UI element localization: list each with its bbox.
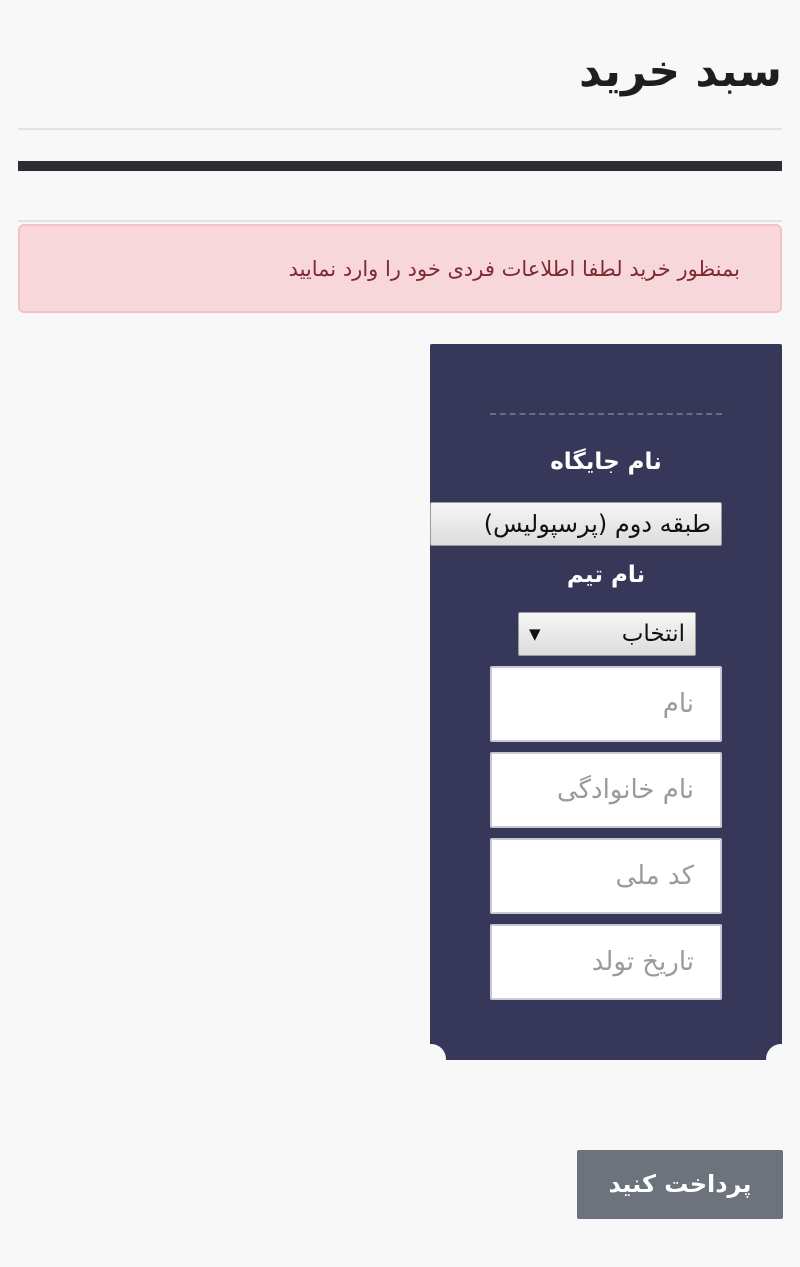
last-name-placeholder: نام خانوادگی	[556, 775, 694, 805]
page-title: سبد خرید	[579, 46, 782, 97]
national-id-placeholder: کد ملی	[615, 861, 694, 891]
team-select-value: انتخاب	[621, 621, 685, 647]
triangle-down-icon: ▼	[529, 625, 541, 643]
last-name-input[interactable]	[490, 752, 722, 828]
divider-bottom	[18, 220, 782, 222]
seat-label: نام جایگاه	[550, 449, 662, 475]
first-name-placeholder: نام	[662, 689, 694, 719]
alert-message: بمنظور خرید لطفا اطلاعات فردی خود را وارد نمایید	[288, 256, 740, 281]
info-alert	[18, 224, 782, 313]
seat-select-value: طبقه دوم (پرسپولیس)	[483, 510, 711, 538]
national-id-input[interactable]	[490, 838, 722, 914]
birth-date-placeholder: تاریخ تولد	[591, 947, 694, 977]
ticket-notch-right	[766, 1044, 796, 1074]
divider-top	[18, 128, 782, 130]
team-label: نام تیم	[566, 562, 646, 588]
seat-select[interactable]	[430, 502, 722, 546]
ticket-dashed-divider	[490, 413, 722, 415]
pay-button[interactable]: پرداخت کنید	[577, 1150, 783, 1219]
team-select[interactable]	[518, 612, 696, 656]
ticket-notch-left	[416, 1044, 446, 1074]
birth-date-input[interactable]	[490, 924, 722, 1000]
first-name-input[interactable]	[490, 666, 722, 742]
ticket-form	[430, 344, 782, 1060]
divider-thick	[18, 161, 782, 171]
